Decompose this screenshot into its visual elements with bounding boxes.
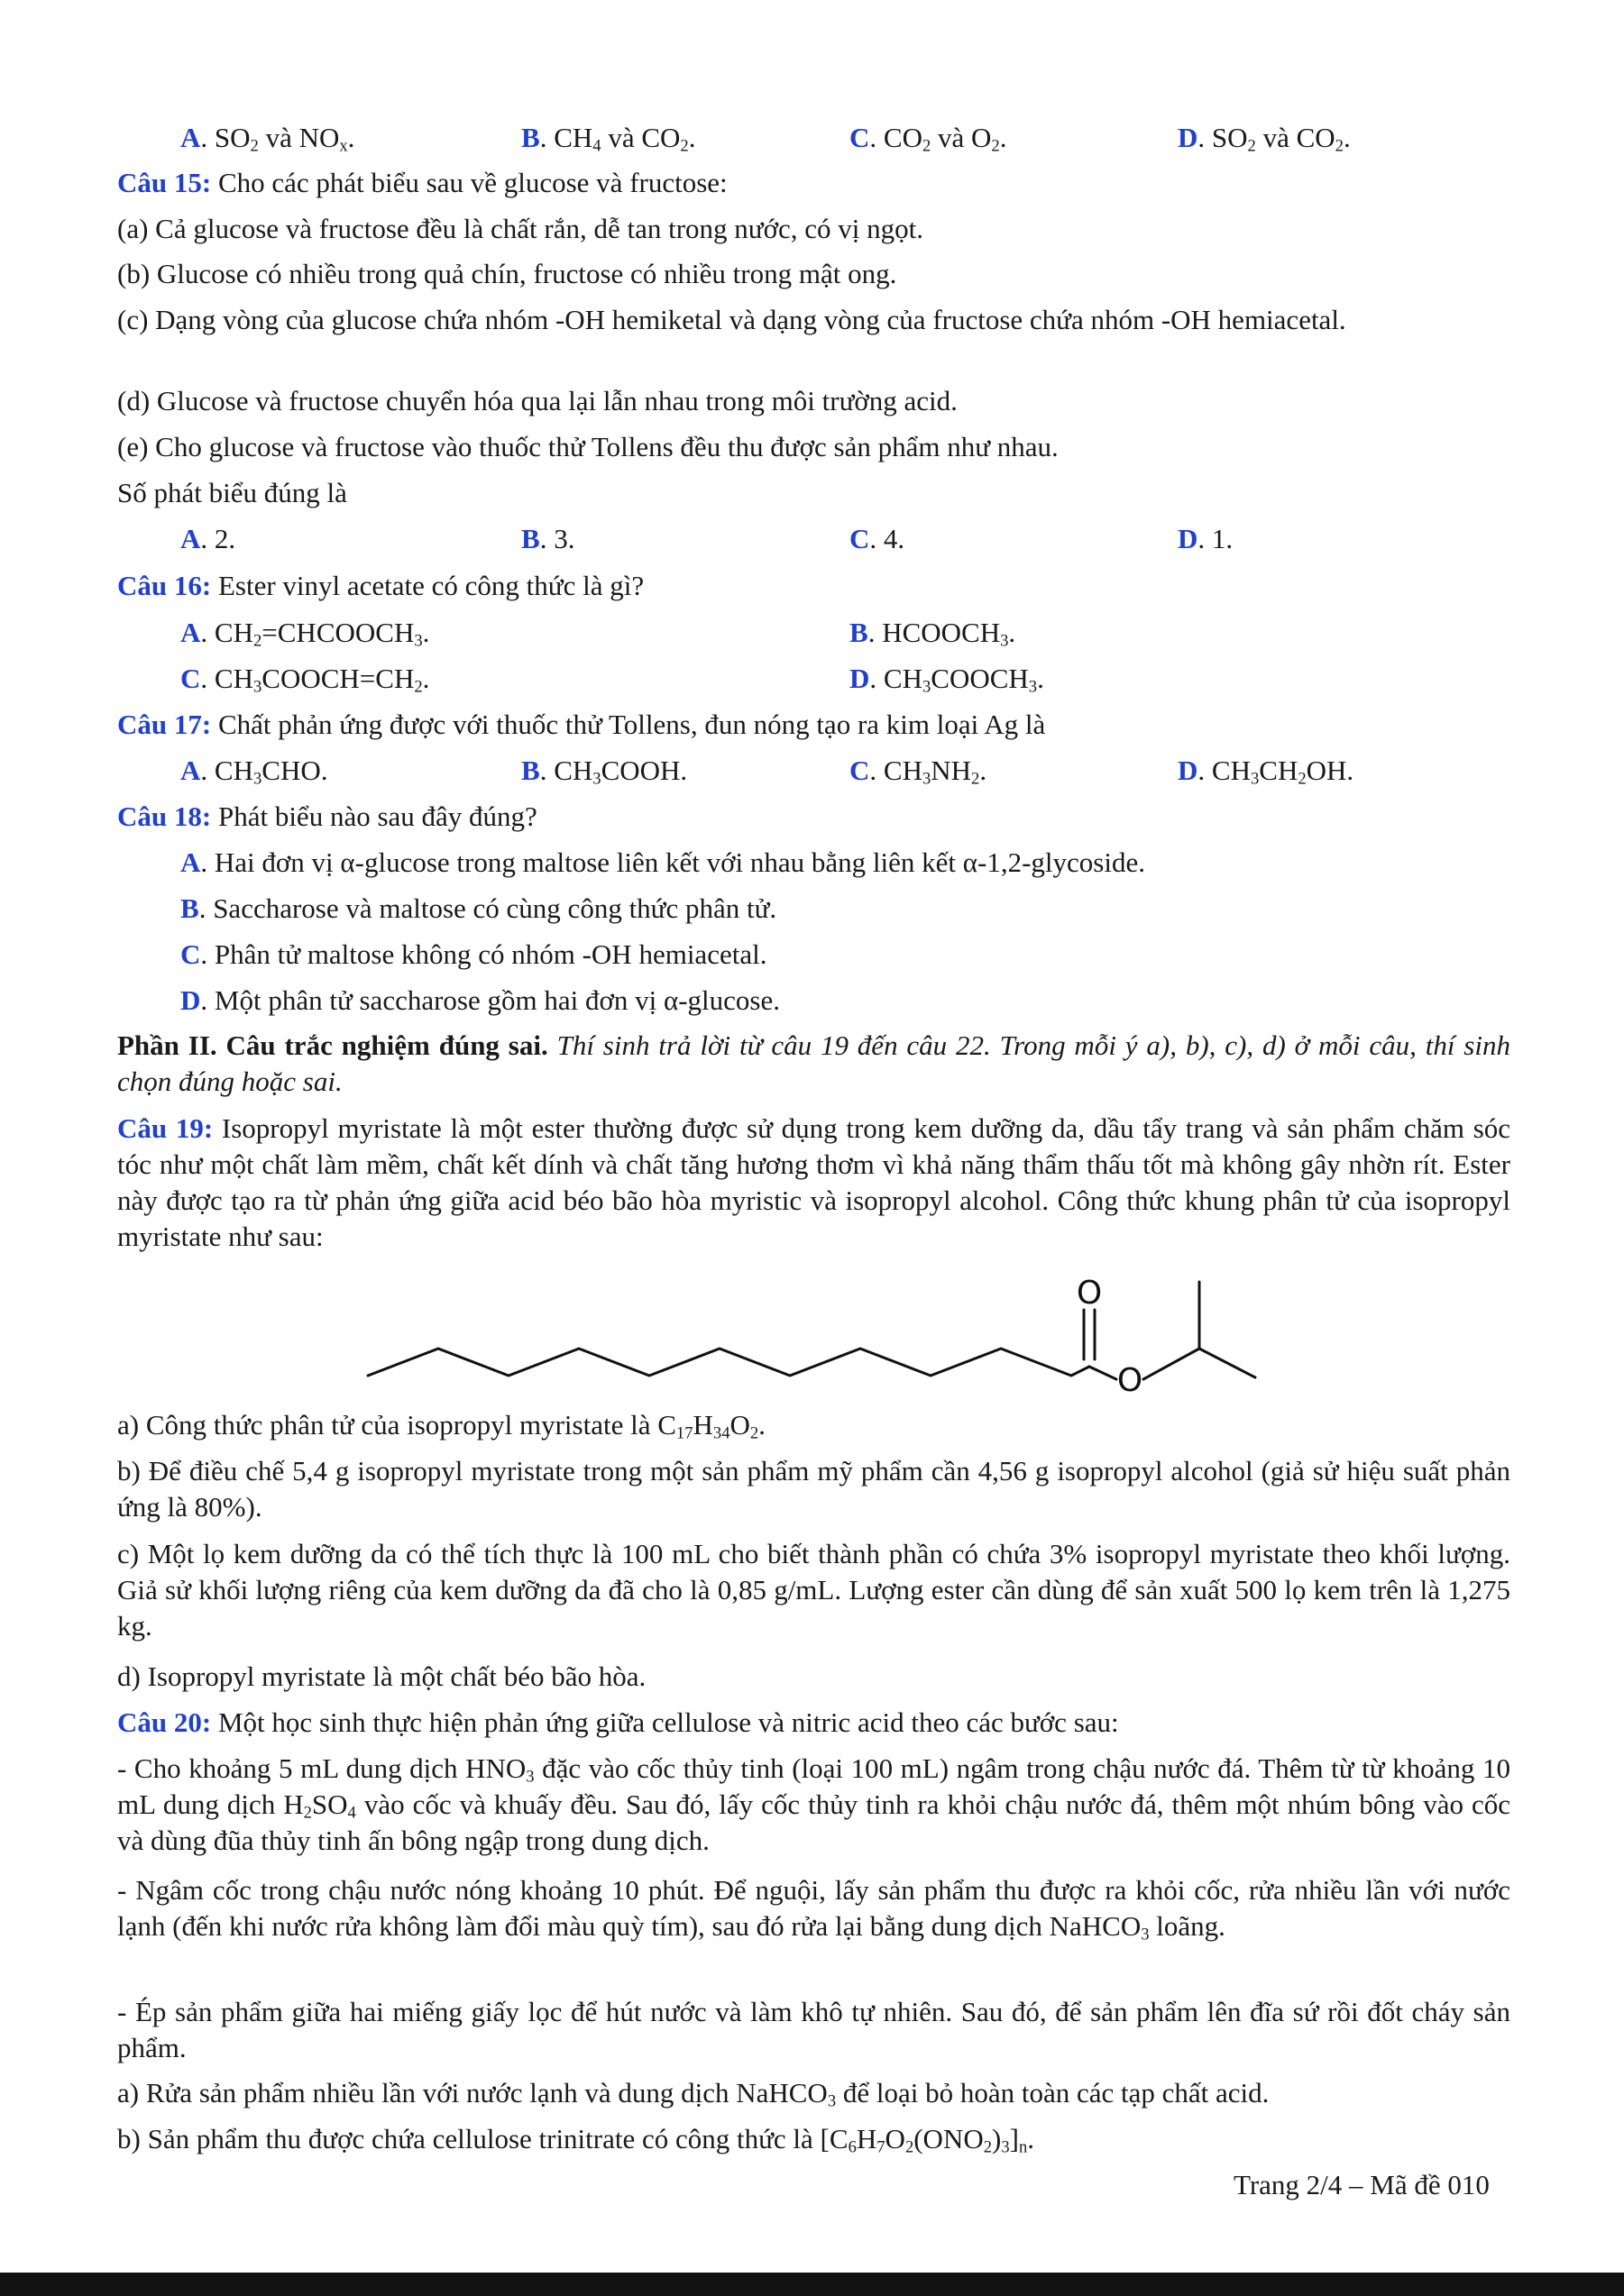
- q15-question: Số phát biểu đúng là: [117, 477, 347, 508]
- q18-option-c[interactable]: C. Phân tử maltose không có nhóm -OH hemiacetal.: [180, 938, 767, 970]
- q20-step-3: - Ép sản phẩm giữa hai miếng giấy lọc để hút nước và làm khô tự nhiên. Sau đó, để sản phẩm lên đĩa sứ rồi đốt cháy sản phẩm.: [117, 1996, 1510, 2063]
- q16-stem: Câu 16: Ester vinyl acetate có công thức là gì?: [117, 570, 645, 601]
- q15-option-a[interactable]: A. 2.: [180, 523, 236, 554]
- q20-step-2: - Ngâm cốc trong chậu nước nóng khoảng 10 phút. Để nguội, lấy sản phẩm thu được ra khỏi cốc, rửa nhiều lần với nước lạnh (đến khi nước rửa không làm đổi màu quỳ tím), sau đó rửa lại bằng dung dịch NaHCO$_3$ loãng.: [117, 1874, 1510, 1944]
- q14-option-a[interactable]: A. $SO_2$ và $NO_x$.: [180, 122, 355, 156]
- carbonyl-oxygen-label: O: [1076, 1275, 1103, 1312]
- q14-option-c[interactable]: C. $CO_2$ và $O_2$.: [849, 122, 1007, 156]
- q17-option-b[interactable]: B. $CH_3COOH$.: [521, 755, 688, 789]
- q15-statement-c: (c) Dạng vòng của glucose chứa nhóm -OH hemiketal và dạng vòng của fructose chứa nhóm -OH hemiacetal.: [117, 304, 1346, 335]
- q18-option-d[interactable]: D. Một phân tử saccharose gồm hai đơn vị α-glucose.: [180, 984, 780, 1016]
- part2-heading: Phần II. Câu trắc nghiệm đúng sai. Thí sinh trả lời từ câu 19 đến câu 22. Trong mỗi ý a), b), c), d) ở mỗi câu, thí sinh chọn đúng hoặc sai.: [117, 1029, 1510, 1097]
- q17-stem: Câu 17: Chất phản ứng được với thuốc thử Tollens, đun nóng tạo ra kim loại Ag là: [117, 709, 1046, 740]
- q15-statement-b: (b) Glucose có nhiều trong quả chín, fructose có nhiều trong mật ong.: [117, 258, 897, 289]
- q19-statement-a: a) Công thức phân tử của isopropyl myristate là $C_{17}H_{34}O_2$.: [117, 1409, 766, 1443]
- q15-label: Câu 15:: [117, 167, 212, 198]
- isopropyl-branch-2: [1199, 1349, 1255, 1377]
- q18-option-a[interactable]: A. Hai đơn vị α-glucose trong maltose liên kết với nhau bằng liên kết α-1,2-glycoside.: [180, 846, 1145, 878]
- q15-statement-d: (d) Glucose và fructose chuyển hóa qua lại lẫn nhau trong môi trường acid.: [117, 385, 958, 416]
- q16-option-c[interactable]: C. $CH_3COOCH=CH_2$.: [180, 663, 430, 697]
- q15-option-b[interactable]: B. 3.: [521, 523, 575, 554]
- q20-statement-b: b) Sản phẩm thu được chứa cellulose trinitrate có công thức là $[C_6H_7O_2(ONO_2)_3]_n$.: [117, 2123, 1035, 2157]
- bottom-bar: [0, 2273, 1624, 2296]
- q18-option-b[interactable]: B. Saccharose và maltose có cùng công thức phân tử.: [180, 892, 777, 924]
- q15-option-c[interactable]: C. 4.: [849, 523, 905, 554]
- page-footer: Trang 2/4 – Mã đề 010: [1234, 2169, 1490, 2200]
- q14-option-b[interactable]: B. $CH_4$ và $CO_2$.: [521, 122, 696, 156]
- q16-option-b[interactable]: B. $HCOOCH_3$.: [849, 617, 1016, 651]
- q15-option-d[interactable]: D. 1.: [1178, 523, 1234, 554]
- q17-option-d[interactable]: D. $CH_3CH_2OH$.: [1178, 755, 1354, 789]
- q19-statement-d: d) Isopropyl myristate là một chất béo bão hòa.: [117, 1660, 647, 1692]
- q17-option-c[interactable]: C. $CH_3NH_2$.: [849, 755, 987, 789]
- q16-option-d[interactable]: D. $CH_3COOCH_3$.: [849, 663, 1044, 697]
- isopropyl-myristate-skeletal-formula: [361, 1260, 1262, 1404]
- q18-stem: Câu 18: Phát biểu nào sau đây đúng?: [117, 800, 537, 832]
- q19-stem: Câu 19: Isopropyl myristate là một ester thường được sử dụng trong kem dưỡng da, dầu tẩy trang và sản phẩm chăm sóc tóc như một chất làm mềm, chất kết dính và chất tăng hương thơm vì khả năng thẩm thấu tốt mà không gây nhờn rít. Ester này được tạo ra từ phản ứng giữa acid béo bão hòa myristic và isopropyl alcohol. Công thức khung phân tử của isopropyl myristate như sau:: [117, 1112, 1511, 1252]
- q15-statement-a: (a) Cả glucose và fructose đều là chất rắn, dễ tan trong nước, có vị ngọt.: [117, 213, 923, 244]
- q15-stem: Câu 15: Cho các phát biểu sau về glucose và fructose:: [117, 167, 728, 198]
- carbon-chain: [368, 1349, 1089, 1376]
- q19-statement-c: c) Một lọ kem dưỡng da có thể tích thực là 100 mL cho biết thành phần có chứa 3% isopropyl myristate theo khối lượng. Giả sử khối lượng riêng của kem dưỡng da đã cho là 0,85 g/mL. Lượng ester cần dùng để sản xuất 500 lọ kem trên là 1,275 kg.: [117, 1538, 1510, 1642]
- q20-statement-a: a) Rửa sản phẩm nhiều lần với nước lạnh và dung dịch NaHCO$_3$ để loại bỏ hoàn toàn các tạp chất acid.: [117, 2077, 1270, 2111]
- q20-stem: Câu 20: Một học sinh thực hiện phản ứng giữa cellulose và nitric acid theo các bước sau:: [117, 1706, 1119, 1738]
- q20-step-1: - Cho khoảng 5 mL dung dịch $HNO_3$ đặc vào cốc thủy tinh (loại 100 mL) ngâm trong chậu nước đá. Thêm từ từ khoảng 10 mL dung dịch $H_2SO_4$ vào cốc và khuấy đều. Sau đó, lấy cốc thủy tinh ra khỏi chậu nước đá, thêm một nhúm bông vào cốc và dùng đũa thủy tinh ấn bông ngập trong dung dịch.: [117, 1752, 1510, 1856]
- ester-bond-1: [1089, 1367, 1116, 1379]
- q17-option-a[interactable]: A. $CH_3CHO$.: [180, 755, 328, 789]
- q14-option-d[interactable]: D. $SO_2$ và $CO_2$.: [1178, 122, 1351, 156]
- q16-option-a[interactable]: A. $CH_2=CHCOOCH_3$.: [180, 617, 430, 651]
- q15-statement-e: (e) Cho glucose và fructose vào thuốc thử Tollens đều thu được sản phẩm như nhau.: [117, 431, 1059, 462]
- ester-bond-2: [1143, 1349, 1199, 1379]
- q19-statement-b: b) Để điều chế 5,4 g isopropyl myristate trong một sản phẩm mỹ phẩm cần 4,56 g isopropyl alcohol (giả sử hiệu suất phản ứng là 80%).: [117, 1455, 1510, 1523]
- ester-oxygen-label: O: [1116, 1362, 1143, 1399]
